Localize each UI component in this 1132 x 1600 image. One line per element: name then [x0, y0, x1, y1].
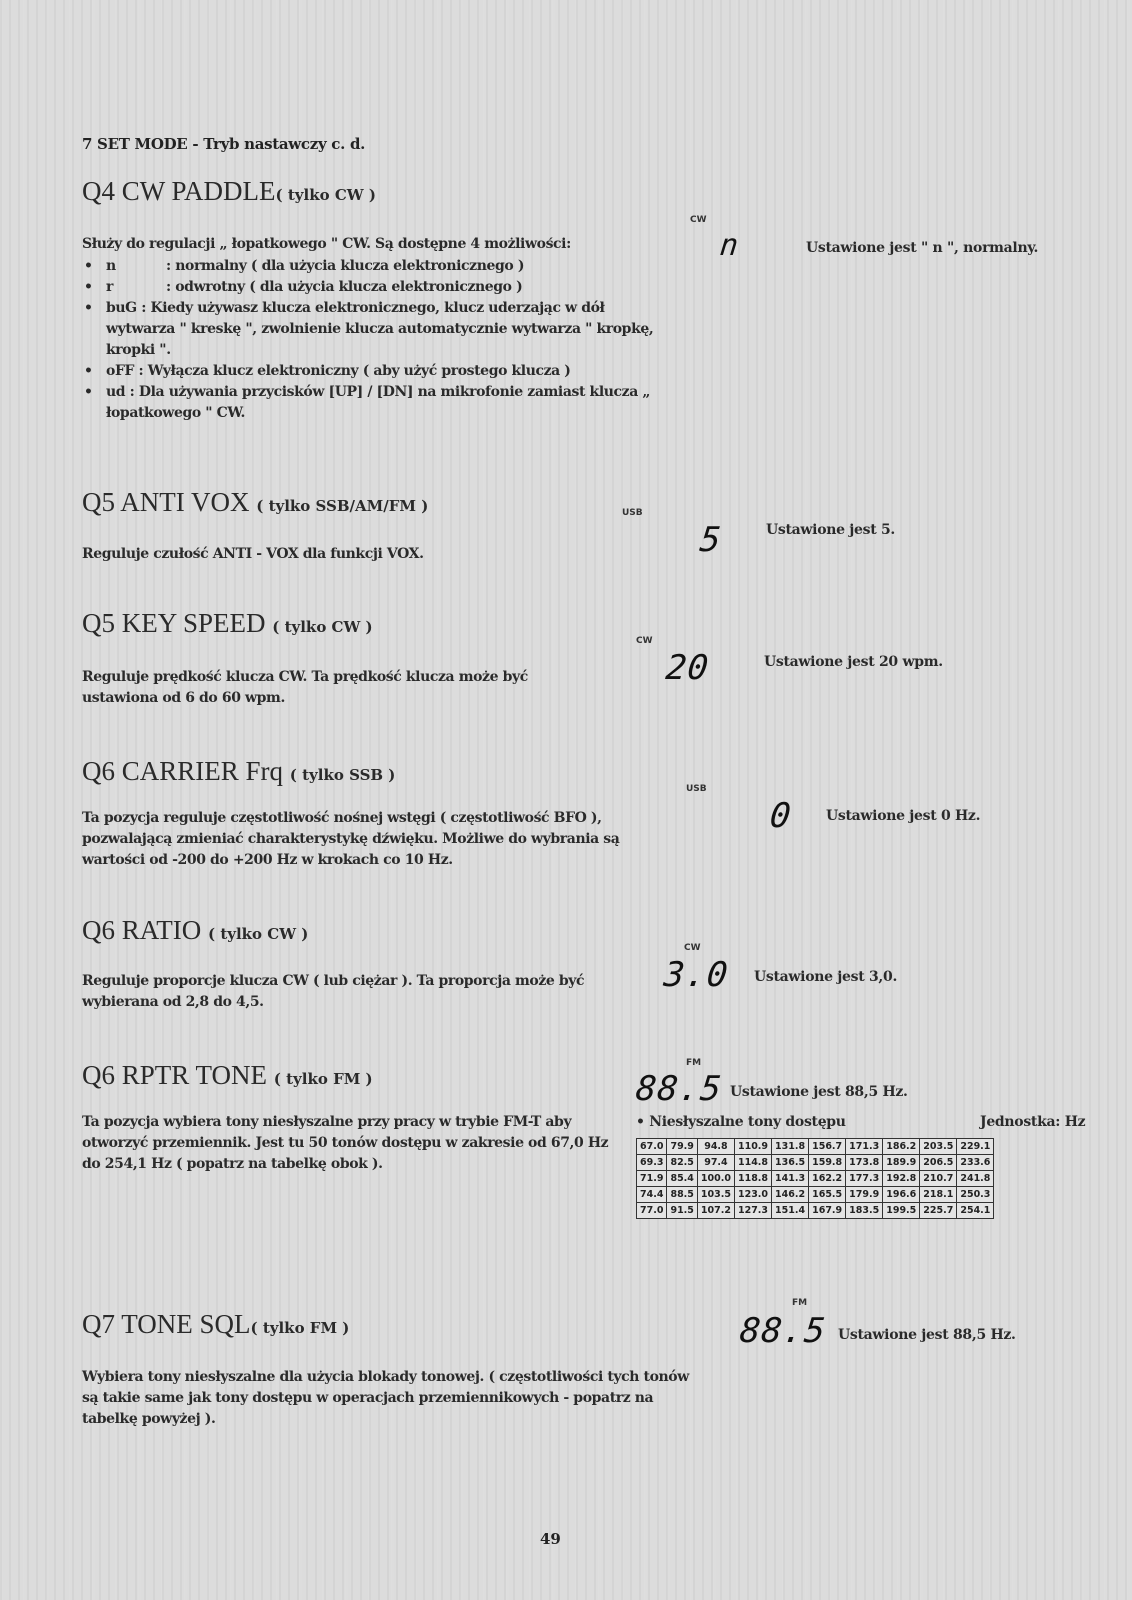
q6-ratio-subtitle: ( tylko CW )	[208, 925, 309, 943]
q4-option-bug: • buG : Kiedy używasz klucza elektronicznego, klucz uderzając w dół wytwarza " kreskę ", zwolnienie klucza automatycznie wytwarza " kropkę, kropki ".	[84, 298, 664, 361]
q5-key-speed-mode-indicator: CW	[636, 636, 653, 646]
tone-cell: 110.9	[734, 1139, 771, 1155]
tone-cell: 91.5	[667, 1203, 697, 1219]
tone-cell: 167.9	[809, 1203, 846, 1219]
q4-mode-indicator: CW	[690, 215, 707, 225]
tone-cell: 127.3	[734, 1203, 771, 1219]
q5-anti-vox-lcd-display: 5	[697, 520, 724, 560]
tone-cell: 229.1	[957, 1139, 994, 1155]
q7-tone-sql-description: Wybiera tony niesłyszalne dla użycia blokady tonowej. ( częstotliwości tych tonów są takie same jak tony dostępu w operacjach przemiennikowych - popatrz na tabelkę powyżej ).	[82, 1369, 689, 1427]
tone-cell: 210.7	[920, 1171, 957, 1187]
q6-carrier-subtitle: ( tylko SSB )	[289, 766, 396, 784]
tone-cell: 206.5	[920, 1155, 957, 1171]
tone-cell: 74.4	[637, 1187, 667, 1203]
q4-intro: Służy do regulacji „ łopatkowego " CW. Są dostępne 4 możliwości:	[82, 236, 571, 252]
q5-anti-vox-description: Reguluje czułość ANTI - VOX dla funkcji VOX.	[82, 546, 424, 562]
tone-table-title: • Niesłyszalne tony dostępu	[636, 1114, 846, 1130]
q6-rptr-tone-title: Q6 RPTR TONE ( tylko FM )	[82, 1060, 373, 1090]
q6-carrier-description: Ta pozycja reguluje częstotliwość nośnej wstęgi ( częstotliwość BFO ), pozwalającą zmieniać charakterystykę dźwięku. Możliwe do wybrania są wartości od -200 do +200 Hz w krokach co 10 Hz.	[82, 810, 620, 868]
q5-anti-vox-subtitle: ( tylko SSB/AM/FM )	[256, 497, 429, 515]
tone-table-row	[637, 1187, 994, 1203]
tone-cell: 88.5	[667, 1187, 697, 1203]
tone-cell: 179.9	[846, 1187, 883, 1203]
tone-cell: 156.7	[809, 1139, 846, 1155]
tone-cell: 199.5	[883, 1203, 920, 1219]
tone-table-row	[637, 1171, 994, 1187]
q6-rptr-tone-lcd-display: 88.5	[633, 1069, 724, 1109]
tone-cell: 241.8	[957, 1171, 994, 1187]
q6-rptr-tone-description: Ta pozycja wybiera tony niesłyszalne przy pracy w trybie FM-T aby otworzyć przemiennik. Jest tu 50 tonów dostępu w zakresie od 67,0 Hz do 254,1 Hz ( popatrz na tabelkę obok ).	[82, 1114, 609, 1172]
tone-cell: 151.4	[772, 1203, 809, 1219]
tone-cell: 250.3	[957, 1187, 994, 1203]
q5-anti-vox-title: Q5 ANTI VOX ( tylko SSB/AM/FM )	[82, 487, 429, 517]
tone-cell: 254.1	[957, 1203, 994, 1219]
tone-cell: 173.8	[846, 1155, 883, 1171]
tone-cell: 183.5	[846, 1203, 883, 1219]
tone-cell: 177.3	[846, 1171, 883, 1187]
q4-setting: Ustawione jest " n ", normalny.	[806, 240, 1039, 256]
q5-key-speed-description: Reguluje prędkość klucza CW. Ta prędkość klucza może być ustawiona od 6 do 60 wpm.	[82, 669, 528, 706]
page-number: 49	[540, 1530, 561, 1548]
q5-key-speed-lcd-display: 20	[663, 648, 712, 688]
tone-cell: 77.0	[637, 1203, 667, 1219]
tone-cell: 165.5	[809, 1187, 846, 1203]
tone-cell: 141.3	[772, 1171, 809, 1187]
tone-cell: 97.4	[697, 1155, 734, 1171]
q6-carrier-setting: Ustawione jest 0 Hz.	[826, 808, 981, 824]
tone-cell: 203.5	[920, 1139, 957, 1155]
tone-cell: 192.8	[883, 1171, 920, 1187]
tone-cell: 94.8	[697, 1139, 734, 1155]
tone-cell: 162.2	[809, 1171, 846, 1187]
tone-cell: 103.5	[697, 1187, 734, 1203]
tone-cell: 159.8	[809, 1155, 846, 1171]
q4-subtitle: ( tylko CW )	[275, 186, 376, 204]
tone-cell: 107.2	[697, 1203, 734, 1219]
q6-ratio-lcd-display: 3.0	[661, 955, 731, 995]
q6-rptr-tone-mode-indicator: FM	[686, 1058, 702, 1068]
tone-table-unit: Jednostka: Hz	[980, 1114, 1086, 1130]
tone-cell: 118.8	[734, 1171, 771, 1187]
tone-cell: 218.1	[920, 1187, 957, 1203]
q6-ratio-mode-indicator: CW	[684, 943, 701, 953]
tone-cell: 196.6	[883, 1187, 920, 1203]
q6-carrier-lcd-display: 0	[767, 796, 794, 836]
tone-cell: 136.5	[772, 1155, 809, 1171]
tone-cell: 146.2	[772, 1187, 809, 1203]
q6-ratio-description: Reguluje proporcje klucza CW ( lub ciężar ). Ta proporcja może być wybierana od 2,8 do 4,5.	[82, 973, 585, 1010]
tone-cell: 114.8	[734, 1155, 771, 1171]
tone-cell: 123.0	[734, 1187, 771, 1203]
q4-title: Q4 CW PADDLE( tylko CW )	[82, 176, 376, 206]
q7-tone-sql-mode-indicator: FM	[792, 1298, 808, 1308]
tone-cell: 189.9	[883, 1155, 920, 1171]
tone-table-row	[637, 1139, 994, 1155]
q4-options	[84, 256, 664, 424]
tone-cell: 69.3	[637, 1155, 667, 1171]
q4-option-ud: • ud : Dla używania przycisków [UP] / [DN] na mikrofonie zamiast klucza „ łopatkowego " CW.	[84, 382, 664, 424]
q7-tone-sql-setting: Ustawione jest 88,5 Hz.	[838, 1327, 1016, 1343]
tone-cell: 186.2	[883, 1139, 920, 1155]
q4-option-off: • oFF : Wyłącza klucz elektroniczny ( aby użyć prostego klucza )	[84, 361, 664, 382]
tone-table-row	[637, 1155, 994, 1171]
tone-cell: 131.8	[772, 1139, 809, 1155]
tone-table	[636, 1138, 994, 1219]
tone-cell: 225.7	[920, 1203, 957, 1219]
q4-option-r: • r : odwrotny ( dla użycia klucza elektronicznego )	[84, 277, 664, 298]
q6-ratio-title: Q6 RATIO ( tylko CW )	[82, 915, 309, 945]
tone-cell: 67.0	[637, 1139, 667, 1155]
tone-table-row	[637, 1203, 994, 1219]
page-header: 7 SET MODE - Tryb nastawczy c. d.	[82, 135, 366, 153]
tone-cell: 85.4	[667, 1171, 697, 1187]
q5-key-speed-subtitle: ( tylko CW )	[272, 618, 373, 636]
q6-rptr-tone-subtitle: ( tylko FM )	[273, 1070, 373, 1088]
tone-cell: 171.3	[846, 1139, 883, 1155]
q6-carrier-title: Q6 CARRIER Frq ( tylko SSB )	[82, 756, 396, 786]
q5-key-speed-title: Q5 KEY SPEED ( tylko CW )	[82, 608, 373, 638]
q7-tone-sql-subtitle: ( tylko FM )	[250, 1319, 350, 1337]
q5-key-speed-setting: Ustawione jest 20 wpm.	[764, 654, 943, 670]
tone-cell: 79.9	[667, 1139, 697, 1155]
q7-tone-sql-title: Q7 TONE SQL( tylko FM )	[82, 1309, 350, 1339]
q4-lcd-display: n	[718, 228, 741, 263]
q7-tone-sql-lcd-display: 88.5	[737, 1311, 828, 1351]
q5-anti-vox-mode-indicator: USB	[622, 508, 643, 518]
tone-cell: 100.0	[697, 1171, 734, 1187]
q6-ratio-setting: Ustawione jest 3,0.	[754, 969, 898, 985]
tone-cell: 233.6	[957, 1155, 994, 1171]
q6-carrier-mode-indicator: USB	[686, 784, 707, 794]
q6-rptr-tone-setting: Ustawione jest 88,5 Hz.	[730, 1084, 908, 1100]
q5-anti-vox-setting: Ustawione jest 5.	[766, 522, 896, 538]
tone-cell: 71.9	[637, 1171, 667, 1187]
tone-cell: 82.5	[667, 1155, 697, 1171]
q4-option-n: • n : normalny ( dla użycia klucza elektronicznego )	[84, 256, 664, 277]
